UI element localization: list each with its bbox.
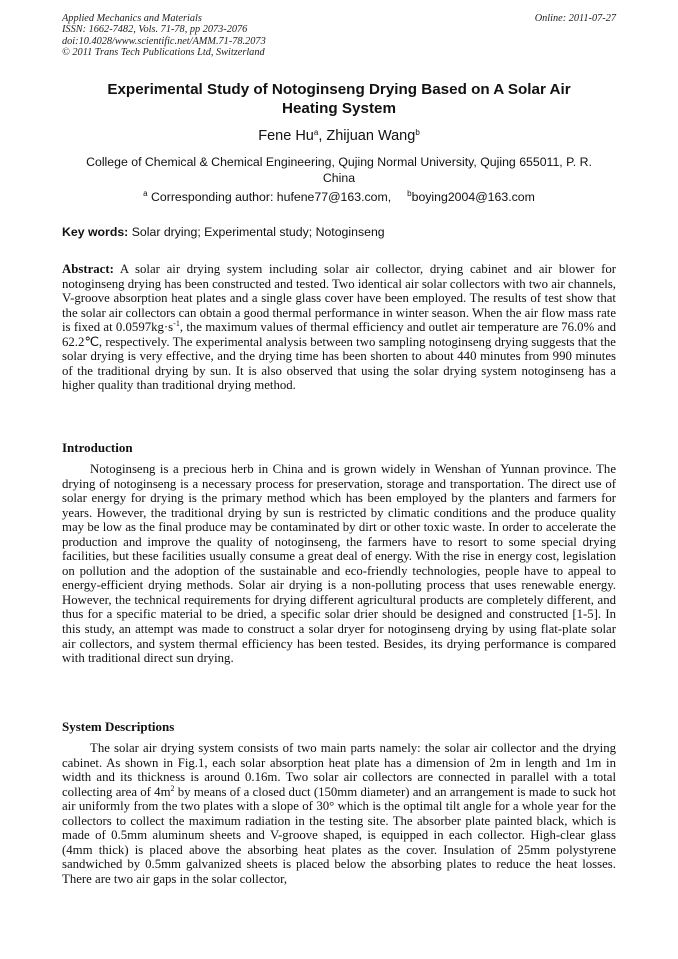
introduction-text: Notoginseng is a precious herb in China and is grown widely in Wenshan of Yunnan province. The drying of notoginseng is a necessary process for preservation, storage and transportation. The direct use of solar energy for drying is the primary method which has been employed by the planters and farmers for years. However, the traditional drying by sun is restricted by climatic conditions and the produce quality may be low as the final produce may be contaminated by dirt or other toxic waste. In order to accelerate the production and improve the quality of notoginseng, the farmers have to resort to some special drying facilities, but these facilities usually consume a great deal of energy. With the rise in energy cost, legislation on pollution and the adoption of the sustainable and eco-friendly technologies, people have to appeal to energy-efficient drying methods. Solar air drying is a non-polluting process that uses renewable energy. However, the technical requirements for drying different agricultural products are completely different, and thus for a specific material to be dried, a specific solar drier should be designed and constructed [1-5]. In this study, an attempt was made to construct a solar dryer for notoginseng drying by using flat-plate solar air collectors, and system thermal efficiency has been tested. Besides, its drying performance is compared with traditional direct sun drying. [62, 462, 616, 666]
abstract-text: A solar air drying system including solar air collector, drying cabinet and air blower for notoginseng drying has been constructed and tested. Two identical air solar collectors with two air channels, V-groove absorption heat plates and a single glass cover have been employed. The results of test show that the solar air collectors can obtain a good thermal performance in winter season. When the air flow mass rate is fixed at 0.0597kg·s [62, 262, 616, 335]
issn-line: ISSN: 1662-7482, Vols. 71-78, pp 2073-2076 [62, 24, 248, 36]
system-heading: System Descriptions [62, 719, 175, 734]
keywords-text: Solar drying; Experimental study; Notoginseng [128, 225, 385, 239]
introduction-heading: Introduction [62, 440, 133, 455]
corr-email-a: Corresponding author: hufene77@163.com, [147, 190, 392, 204]
copyright-line: © 2011 Trans Tech Publications Ltd, Switzerland [62, 47, 265, 59]
corr-email-b: boying2004@163.com [411, 190, 535, 204]
system-text-part: by means of a closed duct (150mm diameter) and an arrangement is made to suck hot air uniformly from the two plates with a slope of 30° which is the optimal tilt angle for a whole year for the collectors to collect the maximum radiation in the testing site. The absorber plate painted black, which is made of 0.5mm aluminum sheets and V-groove shaped, is equipped in each collector. High-clear glass (4mm thick) is placed above the absorbing heat plates as the cover. Insulation of 25mm polystyrene sandwiched by 0.5mm galvanized sheets is placed below the absorbing plates to reduce the heat losses. There are two air gaps in the solar collector, [62, 784, 616, 886]
correspondence [62, 190, 616, 204]
doi-line: doi:10.4028/www.scientific.net/AMM.71-78.2073 [62, 35, 266, 47]
abstract [62, 262, 616, 393]
author-separator: , [318, 128, 327, 144]
author-mark: a [313, 128, 319, 137]
affiliation: College of Chemical & Chemical Engineering, Qujing Normal University, Qujing 655011, P. R. China [86, 155, 592, 185]
corr-mark: a [143, 189, 148, 198]
author-name: Fene Hu [258, 128, 314, 144]
journal-name: Applied Mechanics and Materials [62, 13, 202, 24]
paper-title: Experimental Study of Notoginseng Drying Based on A Solar Air Heating System [107, 81, 571, 117]
author-mark: b [415, 128, 420, 137]
corr-mark: b [407, 189, 412, 198]
keywords [62, 225, 385, 239]
system-text-part: The solar air drying system consists of two main parts namely: the solar air collector and the drying cabinet. As shown in Fig.1, each solar absorption heat plate has a dimension of 2m in length and 1m in width and its thickness is around 0.16m. Two solar air collectors are connected in parallel with a total collecting area of 4m [62, 741, 616, 799]
abstract-label: Abstract: [62, 262, 114, 276]
online-date: Online: 2011-07-27 [534, 13, 616, 24]
keywords-label: Key words: [62, 225, 129, 239]
system-superscript: 2 [170, 783, 175, 793]
author-list [62, 128, 616, 144]
journal-header [62, 13, 266, 59]
system-text [62, 741, 616, 886]
abstract-superscript: -1 [173, 319, 180, 329]
author-name: Zhijuan Wang [326, 128, 416, 144]
abstract-text: , the maximum values of thermal efficiency and outlet air temperature are 76.0% and 62.2℃, respectively. The experimental analysis between two sampling notoginseng drying suggests that the solar drying is very effective, and the drying time has been shorten to about 440 minutes from 990 minutes of the traditional drying by sun. It is also observed that using the solar drying system notoginseng has a higher quality than traditional drying method. [62, 320, 616, 393]
